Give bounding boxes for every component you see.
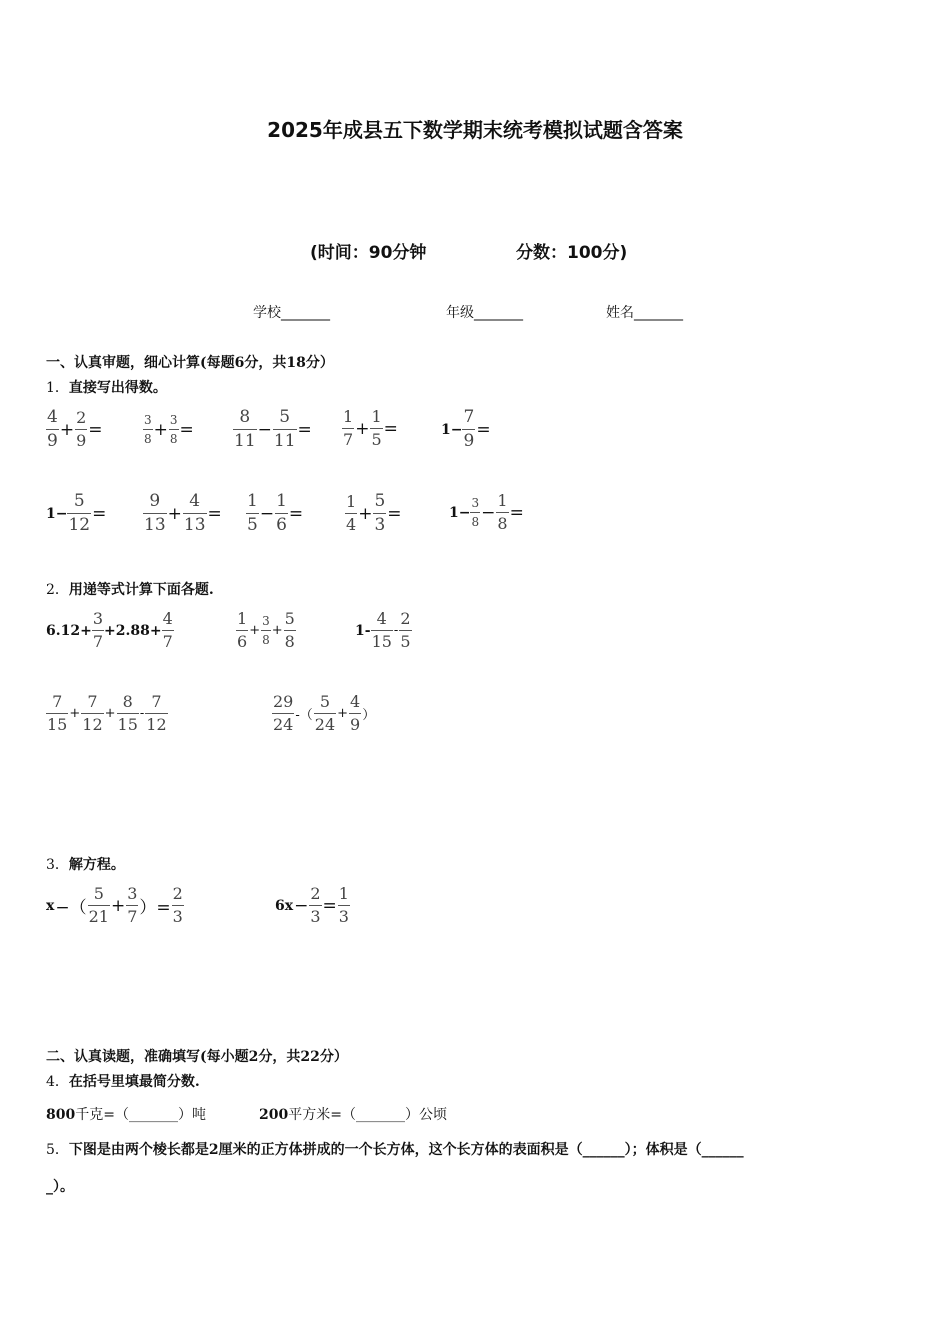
fraction: $\frac{1}{8}$ — [497, 491, 508, 533]
fraction: $\frac{4}{15}$ — [371, 609, 392, 651]
fraction: $\frac{4}{9}$ — [47, 407, 58, 451]
question-1 — [46, 377, 167, 397]
name-field: 姓名_______ — [606, 305, 683, 321]
fraction: $\frac{5}{12}$ — [68, 491, 91, 535]
fraction: $\frac{9}{13}$ — [144, 491, 166, 535]
exam-score: 分数：100分) — [516, 243, 628, 263]
fraction: $\frac{3}{7}$ — [127, 884, 138, 926]
question-text: 下图是由两个棱长都是2厘米的正方体拼成的一个长方体，这个长方体的表面积是（______）；体积是（______ — [68, 1142, 744, 1158]
question-number: 1． — [46, 380, 69, 396]
fraction: $\frac{7}{12}$ — [82, 692, 103, 734]
q1-item-3: $\frac{8}{11}$ − $\frac{5}{11}$ = — [234, 407, 312, 451]
q1-item-2: $\frac{3}{8}$ + $\frac{3}{8}$ = — [144, 413, 194, 446]
question-text: 直接写出得数。 — [68, 380, 167, 396]
fraction: $\frac{2}{3}$ — [172, 884, 183, 926]
fraction: $\frac{2}{5}$ — [400, 609, 411, 651]
question-2 — [46, 579, 214, 599]
question-number: 5． — [46, 1142, 69, 1158]
question-text: 解方程。 — [68, 857, 125, 873]
fraction: $\frac{2}{3}$ — [310, 884, 321, 926]
question-5 — [46, 1139, 744, 1159]
fraction: $\frac{5}{11}$ — [273, 407, 296, 451]
question-4 — [46, 1071, 200, 1091]
fraction: $\frac{1}{6}$ — [276, 491, 287, 535]
q2-expression-1: 6.12+ $\frac{3}{7}$ +2.88+ $\frac{4}{7}$ — [46, 609, 173, 651]
q1-item-4: $\frac{1}{7}$ + $\frac{1}{5}$ = — [343, 407, 398, 449]
fraction: $\frac{1}{4}$ — [346, 492, 357, 534]
fraction: $\frac{4}{7}$ — [162, 609, 173, 651]
fraction: $\frac{8}{15}$ — [117, 692, 138, 734]
q1-item-7: $\frac{9}{13}$ + $\frac{4}{13}$ = — [144, 491, 222, 535]
fraction: $\frac{1}{3}$ — [338, 884, 349, 926]
question-text: 在括号里填最简分数. — [68, 1074, 200, 1090]
q1-item-10: 1− $\frac{3}{8}$ − $\frac{1}{8}$ = — [449, 491, 524, 533]
fraction: $\frac{3}{8}$ — [144, 413, 152, 446]
fraction: $\frac{3}{7}$ — [92, 609, 104, 651]
q1-item-6: 1− $\frac{5}{12}$ = — [46, 491, 107, 535]
grade-field: 年级_______ — [446, 305, 523, 321]
page-title: 2025年成县五下数学期末统考模拟试题含答案 — [267, 118, 683, 142]
q3-equation-1: x −（ $\frac{5}{21}$ + $\frac{3}{7}$ ）= $\frac{2}{3}$ — [46, 884, 183, 926]
q1-item-8: $\frac{1}{5}$ − $\frac{1}{6}$ = — [247, 491, 304, 535]
fraction: $\frac{8}{11}$ — [234, 407, 256, 451]
fraction: $\frac{2}{9}$ — [76, 408, 87, 450]
question-5-continued: _）。 — [46, 1179, 74, 1195]
q1-item-1: $\frac{4}{9}$ + $\frac{2}{9}$ = — [47, 407, 103, 451]
q3-equation-2: 6x − $\frac{2}{3}$ = $\frac{1}{3}$ — [275, 884, 349, 926]
fraction: $\frac{1}{6}$ — [237, 609, 248, 651]
question-number: 3． — [46, 857, 69, 873]
fraction: $\frac{5}{8}$ — [284, 609, 295, 651]
fraction: $\frac{7}{9}$ — [463, 407, 475, 451]
exam-time: (时间：90分钟 — [310, 243, 427, 263]
fraction: $\frac{5}{3}$ — [374, 491, 386, 535]
section-1-heading: 一、认真审题，细心计算(每题6分，共18分） — [46, 355, 334, 371]
fraction: $\frac{7}{15}$ — [47, 692, 68, 734]
q2-expression-5: $\frac{29}{24}$ -（ $\frac{5}{24}$ + $\frac{4}{9}$ ） — [273, 692, 376, 734]
question-text: 用递等式计算下面各题. — [68, 582, 214, 598]
fraction: $\frac{5}{24}$ — [314, 692, 336, 734]
q4-blank-a: 800千克=（_______）吨 — [46, 1107, 206, 1123]
fraction: $\frac{3}{8}$ — [169, 413, 178, 446]
fraction: $\frac{5}{21}$ — [88, 884, 109, 926]
fraction: $\frac{1}{5}$ — [371, 407, 382, 449]
fraction: $\frac{7}{12}$ — [146, 692, 167, 734]
q2-expression-3: 1- $\frac{4}{15}$ - $\frac{2}{5}$ — [355, 609, 411, 651]
fraction: $\frac{4}{9}$ — [350, 692, 361, 734]
q4-blank-b: 200平方米=（_______）公顷 — [259, 1107, 447, 1123]
fraction: $\frac{1}{5}$ — [247, 491, 258, 535]
question-number: 2． — [46, 582, 69, 598]
fraction: $\frac{3}{8}$ — [262, 614, 270, 647]
q2-expression-4: $\frac{7}{15}$ + $\frac{7}{12}$ + $\frac{8}{15}$ - $\frac{7}{12}$ — [47, 692, 167, 734]
q2-expression-2: $\frac{1}{6}$ + $\frac{3}{8}$ + $\frac{5}{8}$ — [237, 609, 295, 651]
q1-item-9: $\frac{1}{4}$ + $\frac{5}{3}$ = — [346, 491, 402, 535]
section-2-heading: 二、认真读题，准确填写(每小题2分，共22分） — [46, 1049, 348, 1065]
q1-item-5: 1− $\frac{7}{9}$ = — [441, 407, 491, 451]
question-3 — [46, 854, 125, 874]
fraction: $\frac{1}{7}$ — [343, 407, 354, 449]
fraction: $\frac{4}{13}$ — [183, 491, 206, 535]
school-field: 学校_______ — [253, 305, 330, 321]
question-number: 4． — [46, 1074, 69, 1090]
fraction: $\frac{29}{24}$ — [273, 692, 294, 734]
fraction: $\frac{3}{8}$ — [471, 496, 480, 529]
